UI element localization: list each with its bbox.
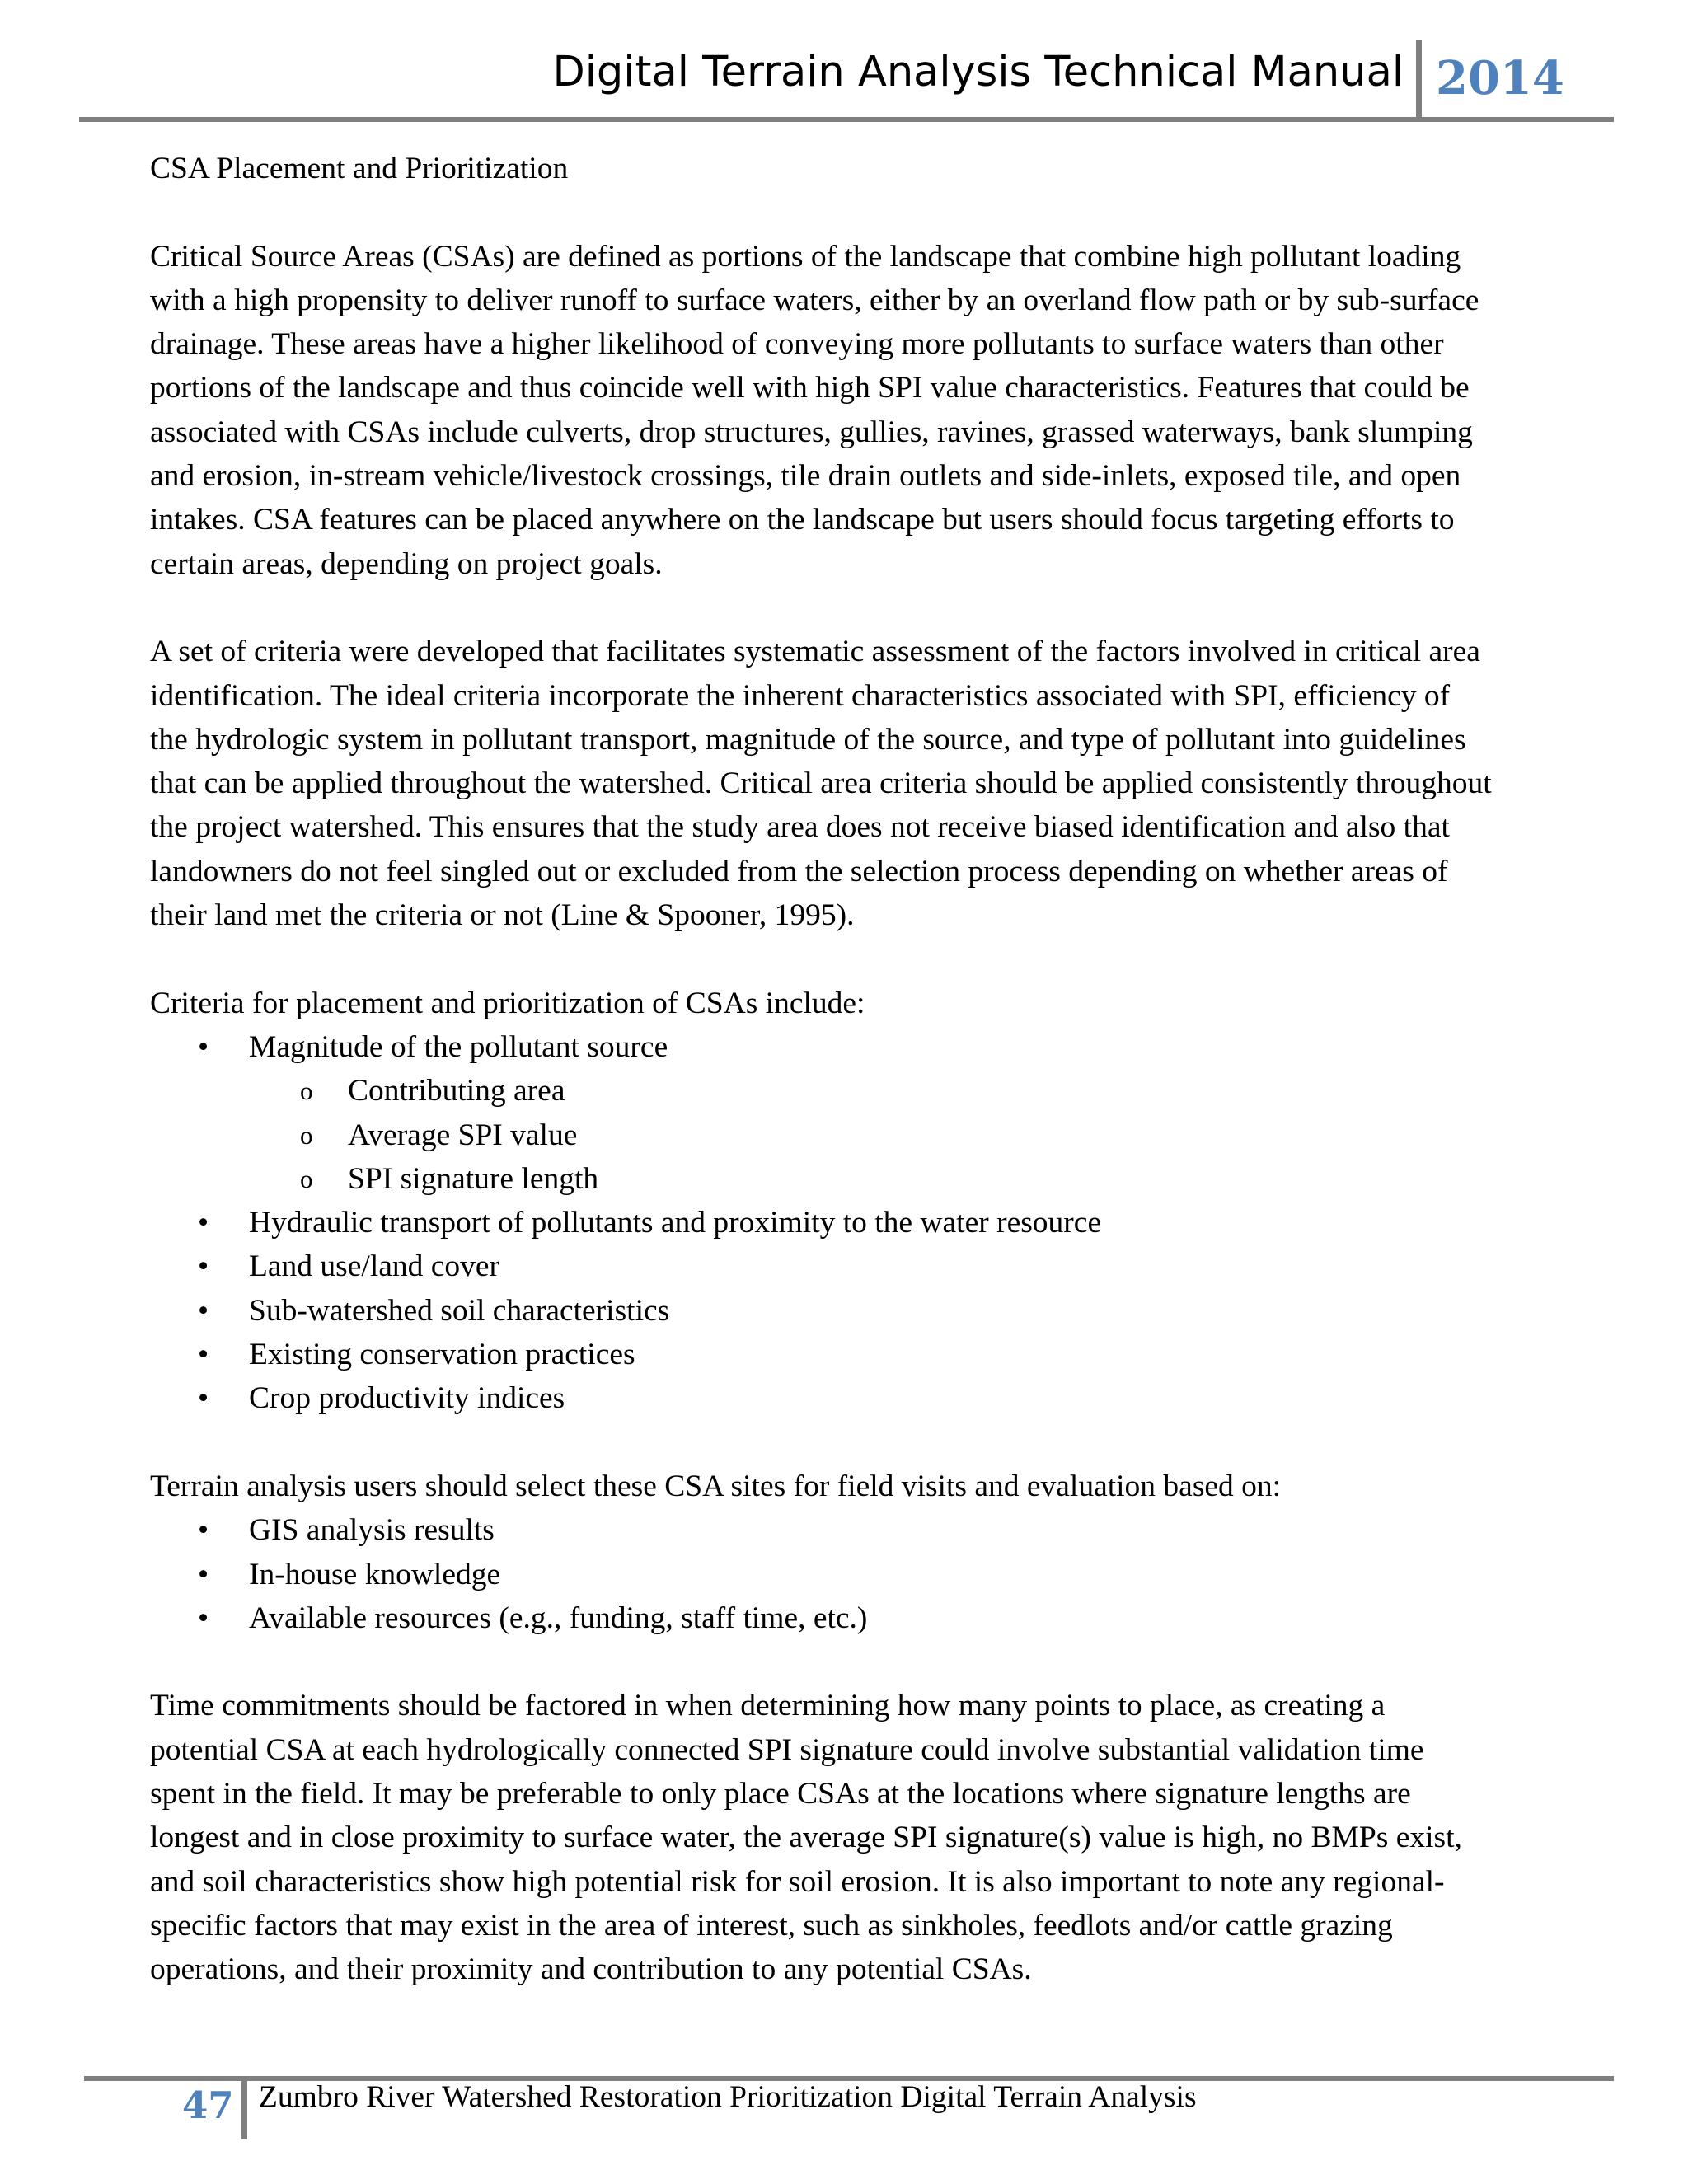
text-line: their land met the criteria or not (Line & Spooner, 1995). (150, 898, 855, 933)
text-line: and soil characteristics show high potential risk for soil erosion. It is also important to note any regional- (150, 1864, 1445, 1899)
text-line: Critical Source Areas (CSAs) are defined as portions of the landscape that combine high pollutant loading (150, 239, 1461, 274)
criteria-section (150, 982, 1617, 1421)
text-line: potential CSA at each hydrologically connected SPI signature could involve substantial validation time (150, 1732, 1424, 1767)
paragraph-csa-definition (150, 235, 1617, 586)
text-line: drainage. These areas have a higher likelihood of conveying more pollutants to surface waters than other (150, 327, 1444, 362)
list-item: • Existing conservation practices (150, 1333, 1617, 1376)
selection-intro: Terrain analysis users should select these CSA sites for field visits and evaluation based on: (150, 1469, 1282, 1503)
list-item: • GIS analysis results (150, 1508, 1617, 1552)
list-item: • Land use/land cover (150, 1244, 1617, 1288)
text-line: operations, and their proximity and contribution to any potential CSAs. (150, 1952, 1032, 1987)
text-line: portions of the landscape and thus coincide well with high SPI value characteristics. Features that could be (150, 371, 1470, 405)
paragraph-time-commitments (150, 1684, 1617, 1991)
paragraph-criteria-development (150, 630, 1617, 937)
selection-section (150, 1465, 1617, 1640)
criteria-list (150, 1025, 1617, 1421)
text-line: the project watershed. This ensures that the study area does not receive biased identification and also that (150, 810, 1450, 845)
text-line: landowners do not feel singled out or excluded from the selection process depending on whether areas of (150, 854, 1448, 888)
text-line: Time commitments should be factored in when determining how many points to place, as creating a (150, 1689, 1386, 1723)
sub-list-item: o SPI signature length (150, 1157, 1617, 1201)
list-item: • Available resources (e.g., funding, staff time, etc.) (150, 1596, 1617, 1640)
footer-title: Zumbro River Watershed Restoration Prioritization Digital Terrain Analysis (259, 2080, 1197, 2114)
text-line: spent in the field. It may be preferable to only place CSAs at the locations where signature lengths are (150, 1776, 1411, 1811)
list-item: • Hydraulic transport of pollutants and proximity to the water resource (150, 1201, 1617, 1244)
document-year: 2014 (1436, 51, 1564, 105)
text-line: with a high propensity to deliver runoff to surface waters, either by an overland flow path or by sub-surface (150, 283, 1479, 317)
sub-list-item: o Average SPI value (150, 1113, 1617, 1157)
text-line: associated with CSAs include culverts, drop structures, gullies, ravines, grassed waterways, bank slumping (150, 415, 1473, 449)
document-title: Digital Terrain Analysis Technical Manual (552, 48, 1404, 96)
sub-list-item: o Contributing area (150, 1069, 1617, 1113)
text-line: A set of criteria were developed that facilitates systematic assessment of the factors involved in critical area (150, 635, 1480, 669)
footer-divider (241, 2080, 247, 2139)
section-title: CSA Placement and Prioritization (150, 152, 569, 185)
header-rule (79, 117, 1614, 122)
list-item: • In-house knowledge (150, 1553, 1617, 1596)
page-number: 47 (182, 2083, 234, 2127)
list-item: • Crop productivity indices (150, 1376, 1617, 1420)
text-line: longest and in close proximity to surface water, the average SPI signature(s) value is high, no BMPs exist, (150, 1821, 1462, 1855)
text-line: intakes. CSA features can be placed anywhere on the landscape but users should focus targeting efforts to (150, 503, 1455, 537)
text-line: the hydrologic system in pollutant transport, magnitude of the source, and type of pollutant into guidelines (150, 722, 1466, 757)
header-divider (1416, 40, 1422, 119)
list-item: • Magnitude of the pollutant source (150, 1025, 1617, 1069)
text-line: and erosion, in-stream vehicle/livestock crossings, tile drain outlets and side-inlets, exposed tile, and open (150, 459, 1461, 494)
text-line: that can be applied throughout the watershed. Critical area criteria should be applied consistently throughout (150, 766, 1492, 801)
selection-list (150, 1508, 1617, 1640)
page-body (150, 147, 1617, 1991)
text-line: specific factors that may exist in the area of interest, such as sinkholes, feedlots and/or cattle grazing (150, 1908, 1393, 1943)
criteria-intro: Criteria for placement and prioritization of CSAs include: (150, 986, 865, 1020)
text-line: identification. The ideal criteria incorporate the inherent characteristics associated with SPI, efficiency of (150, 678, 1451, 713)
text-line: certain areas, depending on project goals. (150, 546, 663, 581)
list-item: • Sub-watershed soil characteristics (150, 1289, 1617, 1333)
